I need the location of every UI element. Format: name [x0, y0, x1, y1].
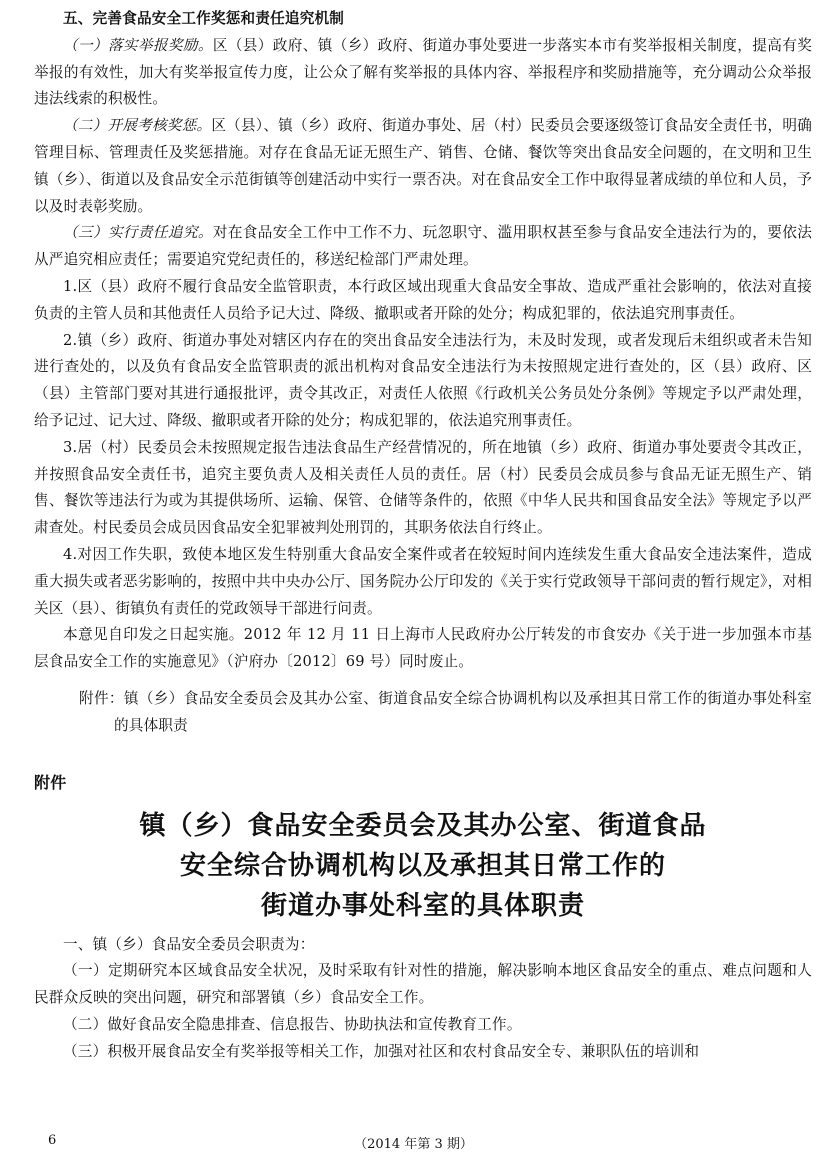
duty-item: （三）积极开展食品安全有奖举报等相关工作，加强对社区和农村食品安全专、兼职队伍的培训和	[63, 1042, 700, 1060]
paragraph-effective: 本意见自印发之日起实施。2012 年 12 月 11 日上海市人民政府办公厅转发的市食安办《关于进一步加强本市基层食品安全工作的实施意见》（沪府办〔2012〕69 号）同时废止。	[34, 626, 812, 671]
paragraph-sub-2: 2.镇（乡）政府、街道办事处对辖区内存在的突出食品安全违法行为，未及时发现，或者发现后未组织或者未告知进行查处的，以及负有食品安全监管职责的派出机构对食品安全违法行为未按照规定进行查处的，区（县）政府、区（县）主管部门要对其进行通报批评，责令其改正，对责任人依照《行政机关公务员处分条例》等规定予以严肃处理，给予记过、记大过、降级、撤职或者开除的处分；构成犯罪的，依法追究刑事责任。	[34, 331, 812, 429]
duty-item: （一）定期研究本区域食品安全状况，及时采取有针对性的措施，解决影响本地区食品安全的重点、难点问题和人民群众反映的突出问题，研究和部署镇（乡）食品安全工作。	[34, 962, 812, 1007]
page-number: 6	[48, 1133, 57, 1148]
paragraph-sub-3: 3.居（村）民委员会未按照规定报告违法食品生产经营情况的，所在地镇（乡）政府、街道办事处要责令其改正，并按照食品安全责任书，追究主要负责人及相关责任人员的责任。居（村）民委员会成员参与食品无证无照生产、销售、餐饮等违法行为或为其提供场所、运输、保管、仓储等条件的，依照《中华人民共和国食品安全法》等规定予以严肃查处。村民委员会成员因食品安全犯罪被判处刑罚的，其职务依法自行终止。	[34, 438, 812, 537]
paragraph-sub-4: 4.对因工作失职，致使本地区发生特别重大食品安全案件或者在较短时间内连续发生重大食品安全违法案件，造成重大损失或者恶劣影响的，按照中共中央办公厅、国务院办公厅印发的《关于实行党政领导干部问责的暂行规定》，对相关区（县）、街镇负有责任的党政领导干部进行问责。	[34, 545, 812, 617]
item-lead: （一）落实举报奖励。	[63, 36, 213, 54]
title-line: 街道办事处科室的具体职责	[260, 890, 585, 921]
section-heading: 五、完善食品安全工作奖惩和责任追究机制	[63, 10, 345, 27]
paragraph-accountability	[34, 220, 812, 274]
issue-label: （2014 年第 3 期）	[354, 1137, 473, 1152]
paragraph-assessment	[34, 113, 812, 220]
page-footer	[0, 1133, 827, 1159]
paragraph-reward	[34, 33, 812, 113]
item-lead: （三）实行责任追究。	[63, 224, 213, 242]
title-line: 安全综合协调机构以及承担其日常工作的	[179, 850, 666, 881]
document-body	[34, 6, 812, 1066]
title-line: 镇（乡）食品安全委员会及其办公室、街道食品	[139, 810, 707, 841]
item-text: 区（县）政府、镇（乡）政府、街道办事处要进一步落实本市有奖举报相关制度，提高有奖举报的有效性，加大有奖举报宣传力度，让公众了解有奖举报的具体内容、举报程序和奖励措施等，充分调动公众举报违法线索的积极性。	[34, 36, 812, 108]
item-text: 区（县）、镇（乡）政府、街道办事处、居（村）民委员会要逐级签订食品安全责任书，明确管理目标、管理责任及奖惩措施。对存在食品无证无照生产、销售、仓储、餐饮等突出食品安全问题的，在文明和卫生镇（乡）、街道以及食品安全示范街镇等创建活动中实行一票否决。对在食品安全工作中取得显著成绩的单位和人员，予以及时表彰奖励。	[34, 117, 812, 215]
duty-item: （二）做好食品安全隐患排查、信息报告、协助执法和宣传教育工作。	[63, 1015, 522, 1033]
item-text: 对在食品安全工作中工作不力、玩忽职守、滥用职权甚至参与食品安全违法行为的，要依法从严追究相应责任；需要追究党纪责任的，移送纪检部门严肃处理。	[34, 224, 812, 269]
section-heading: 一、镇（乡）食品安全委员会职责为：	[63, 935, 315, 953]
attachment-note: 附件：镇（乡）食品安全委员会及其办公室、街道食品安全综合协调机构以及承担其日常工作的街道办事处科室的具体职责	[79, 689, 812, 734]
item-lead: （二）开展考核奖惩。	[63, 117, 212, 135]
paragraph-sub-1: 1.区（县）政府不履行食品安全监管职责，本行政区域出现重大食品安全事故、造成严重社会影响的，依法对直接负责的主管人员和其他责任人员给予记大过、降级、撤职或者开除的处分；构成犯罪的，依法追究刑事责任。	[34, 277, 812, 322]
attachment-label: 附件	[34, 772, 67, 792]
attachment-title	[34, 806, 812, 926]
